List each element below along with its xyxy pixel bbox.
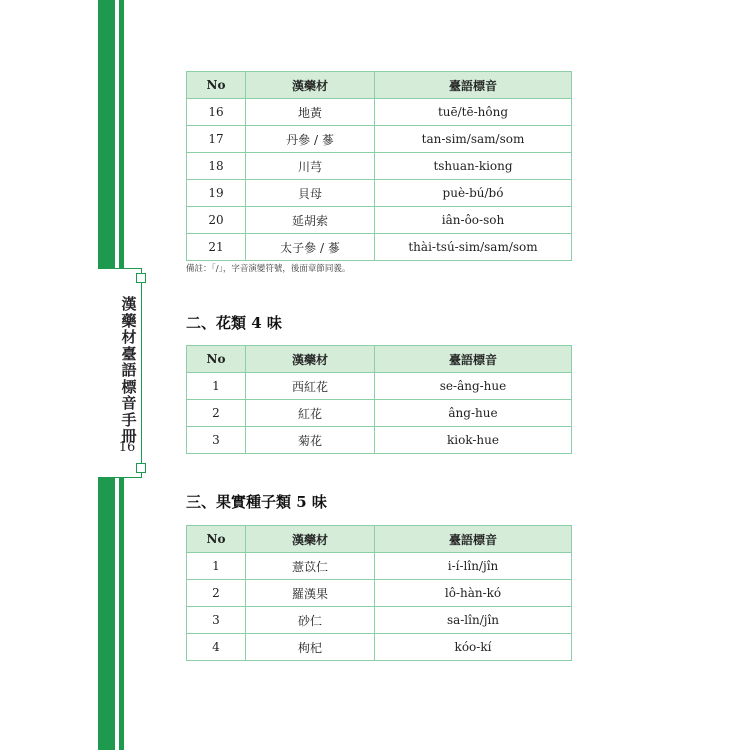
cell-pronunciation: thài-tsú-sim/sam/som — [375, 234, 572, 261]
cell-pronunciation: i-í-lîn/jîn — [375, 553, 572, 580]
table-row — [187, 234, 572, 261]
table-row — [187, 427, 572, 454]
cell-no: 1 — [187, 553, 246, 580]
cell-herb: 羅漢果 — [246, 580, 375, 607]
herb-table-flowers — [186, 345, 572, 454]
section-title-fruits-seeds: 三、果實種子類 5 味 — [186, 493, 327, 511]
table-header-row — [187, 346, 572, 373]
cell-herb: 菊花 — [246, 427, 375, 454]
header-no: No — [187, 346, 246, 373]
table-header-row — [187, 72, 572, 99]
cell-no: 16 — [187, 99, 246, 126]
table-header-row — [187, 526, 572, 553]
header-pronunciation: 臺語標音 — [375, 346, 572, 373]
cell-pronunciation: iân-ôo-soh — [375, 207, 572, 234]
cell-no: 17 — [187, 126, 246, 153]
cell-pronunciation: tshuan-kiong — [375, 153, 572, 180]
cell-no: 19 — [187, 180, 246, 207]
header-herb: 漢藥材 — [246, 72, 375, 99]
header-herb: 漢藥材 — [246, 526, 375, 553]
cell-pronunciation: lô-hàn-kó — [375, 580, 572, 607]
cell-no: 1 — [187, 373, 246, 400]
cell-pronunciation: se-âng-hue — [375, 373, 572, 400]
cell-pronunciation: tan-sim/sam/som — [375, 126, 572, 153]
table-row — [187, 373, 572, 400]
cell-no: 3 — [187, 607, 246, 634]
cell-herb: 貝母 — [246, 180, 375, 207]
cell-herb: 砂仁 — [246, 607, 375, 634]
side-book-title: 漢藥材臺語標音手冊 — [121, 295, 137, 445]
header-no: No — [187, 526, 246, 553]
section-title-flowers: 二、花類 4 味 — [186, 314, 282, 332]
cell-herb: 枸杞 — [246, 634, 375, 661]
header-pronunciation: 臺語標音 — [375, 526, 572, 553]
cell-no: 21 — [187, 234, 246, 261]
cell-herb: 薏苡仁 — [246, 553, 375, 580]
table-row — [187, 126, 572, 153]
cell-pronunciation: tuē/tē-hông — [375, 99, 572, 126]
table-note: 備註：「/」，字音演變符號，後面章節同義。 — [186, 264, 351, 274]
cell-pronunciation: kiok-hue — [375, 427, 572, 454]
cell-no: 2 — [187, 580, 246, 607]
cell-herb: 太子參 / 蔘 — [246, 234, 375, 261]
cell-no: 4 — [187, 634, 246, 661]
header-no: No — [187, 72, 246, 99]
cell-no: 18 — [187, 153, 246, 180]
cell-herb: 地黃 — [246, 99, 375, 126]
header-pronunciation: 臺語標音 — [375, 72, 572, 99]
table-row — [187, 153, 572, 180]
cell-pronunciation: puè-bú/bó — [375, 180, 572, 207]
herb-table-roots — [186, 71, 572, 261]
table-row — [187, 180, 572, 207]
header-herb: 漢藥材 — [246, 346, 375, 373]
cell-herb: 紅花 — [246, 400, 375, 427]
cell-no: 3 — [187, 427, 246, 454]
cell-no: 20 — [187, 207, 246, 234]
table-row — [187, 553, 572, 580]
table-row — [187, 400, 572, 427]
cell-herb: 西紅花 — [246, 373, 375, 400]
table-row — [187, 634, 572, 661]
cell-pronunciation: âng-hue — [375, 400, 572, 427]
table-row — [187, 99, 572, 126]
cell-herb: 丹參 / 蔘 — [246, 126, 375, 153]
herb-table-fruits-seeds — [186, 525, 572, 661]
cell-herb: 延胡索 — [246, 207, 375, 234]
table-row — [187, 207, 572, 234]
page-number: 16 — [118, 440, 136, 455]
cell-no: 2 — [187, 400, 246, 427]
table-row — [187, 607, 572, 634]
cell-herb: 川芎 — [246, 153, 375, 180]
cell-pronunciation: kóo-kí — [375, 634, 572, 661]
table-row — [187, 580, 572, 607]
cell-pronunciation: sa-lîn/jîn — [375, 607, 572, 634]
